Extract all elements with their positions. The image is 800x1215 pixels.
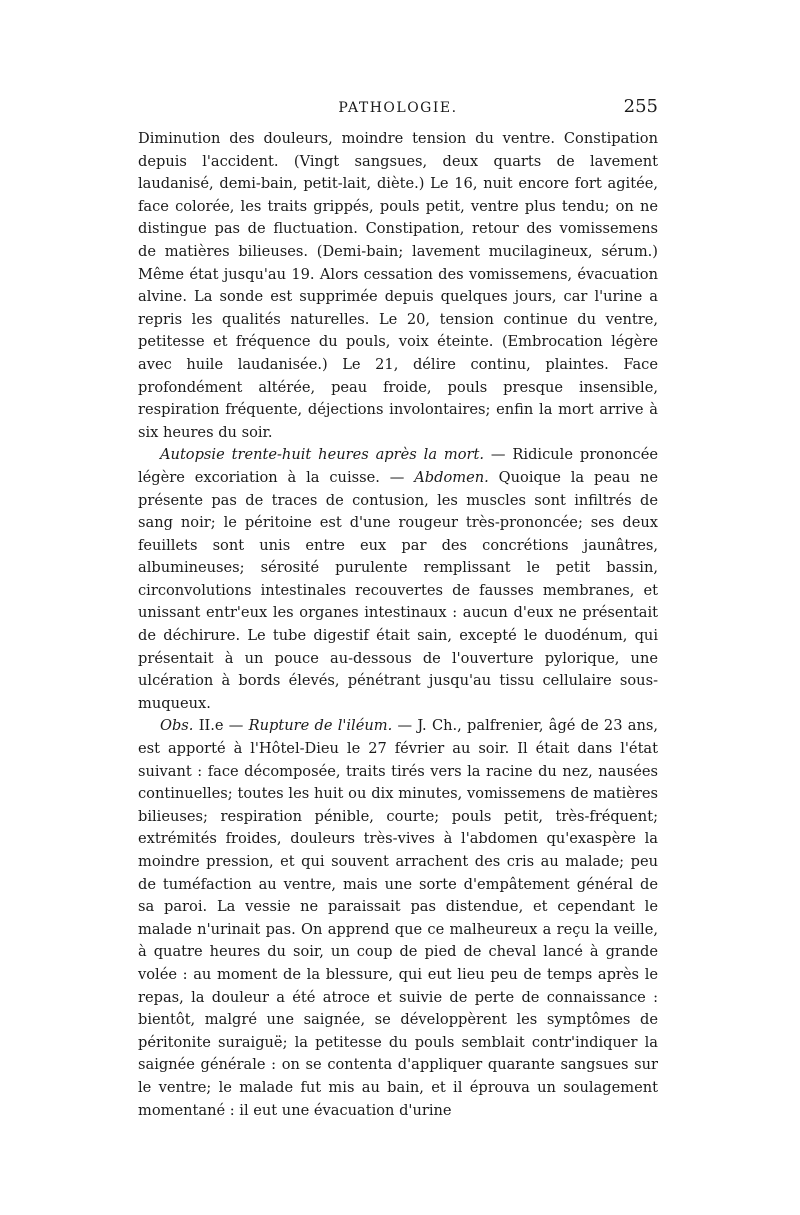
page-number: 255 — [623, 96, 658, 117]
running-title: PATHOLOGIE. — [338, 100, 458, 116]
book-page — [138, 92, 658, 1122]
obs-number: II.e — — [193, 717, 249, 735]
body-text — [138, 128, 658, 1122]
obs-text: — J. Ch., palfrenier, âgé de 23 ans, est apporté à l'Hôtel-Dieu le 27 février au soir. Il était dans l'état suivant : face décomposée, traits tirés vers la racine du nez, nausées continuelles; toutes les huit ou dix minutes, vomissemens de matières bilieuses; respiration pénible, courte; pouls petit, très-fréquent; extrémités froides, douleurs très-vives à l'abdomen qu'exaspère la moindre pression, et qui souvent arrachent des cris au malade; peu de tuméfaction au ventre, mais une sorte d'empâtement général de sa paroi. La vessie ne paraissait pas distendue, et cependant le malade n'urinait pas. On apprend que ce malheureux a reçu la veille, à quatre heures du soir, un coup de pied de cheval lancé à grande volée : au moment de la blessure, qui eut lieu peu de temps après le repas, la douleur a été atroce et suivie de perte de connaissance : bientôt, malgré une saignée, se développèrent les symptômes de péritonite suraiguë; la petitesse du pouls semblait contr'indiquer la saignée générale : on se contenta d'appliquer quarante sangsues sur le ventre; le malade fut mis au bain, et il éprouva un soulagement momentané : il eut une évacuation d'urine — [138, 717, 658, 1119]
paragraph-autopsy — [138, 444, 658, 715]
obs-label: Obs. — [160, 717, 194, 735]
autopsy-intro: — Ridicule prononcée légère excoriation à la cuisse. — — [138, 446, 659, 486]
paragraph-observation-2 — [138, 715, 658, 1122]
paragraph-case-continuation — [138, 128, 658, 444]
paragraph-text: Diminution des douleurs, moindre tension du ventre. Constipation depuis l'accident. (Vingt sangsues, deux quarts de lavement laudanisé, demi-bain, petit-lait, diète.) Le 16, nuit encore fort agitée, face colorée, les traits grippés, pouls petit, ventre plus tendu; on ne distingue pas de fluctuation. Constipation, retour des vomissemens de matières bilieuses. (Demi-bain; lavement mucilagineux, sérum.) Même état jusqu'au 19. Alors cessation des vomissemens, évacuation alvine. La sonde est supprimée depuis quelques jours, car l'urine a repris les qualités naturelles. Le 20, tension continue du ventre, petitesse et fréquence du pouls, voix éteinte. (Embrocation légère avec huile laudanisée.) Le 21, délire continu, plaintes. Face profondément altérée, peau froide, pouls presque insensible, respiration fréquente, déjections involontaires; enfin la mort arrive à six heures du soir. — [138, 130, 658, 441]
abdomen-heading: Abdomen. — [414, 468, 489, 486]
autopsy-heading: Autopsie trente-huit heures après la mort. — [160, 446, 485, 464]
running-head — [138, 92, 658, 122]
autopsy-text: Quoique la peau ne présente pas de traces de contusion, les muscles sont infiltrés de sang noir; le péritoine est d'une rougeur très-prononcée; ses deux feuillets sont unis entre eux par des concrétions jaunâtres, albumineuses; sérosité purulente remplissant le petit bassin, circonvolutions intestinales recouvertes de fausses membranes, et unissant entr'eux les organes intestinaux : aucun d'eux ne présentait de déchirure. Le tube digestif était sain, excepté le duodénum, qui présentait à un pouce au-dessous de l'ouverture pylorique, une ulcération à bords élevés, pénétrant jusqu'au tissu cellulaire sous-muqueux. — [138, 468, 658, 712]
obs-title: Rupture de l'iléum. — [248, 717, 393, 735]
